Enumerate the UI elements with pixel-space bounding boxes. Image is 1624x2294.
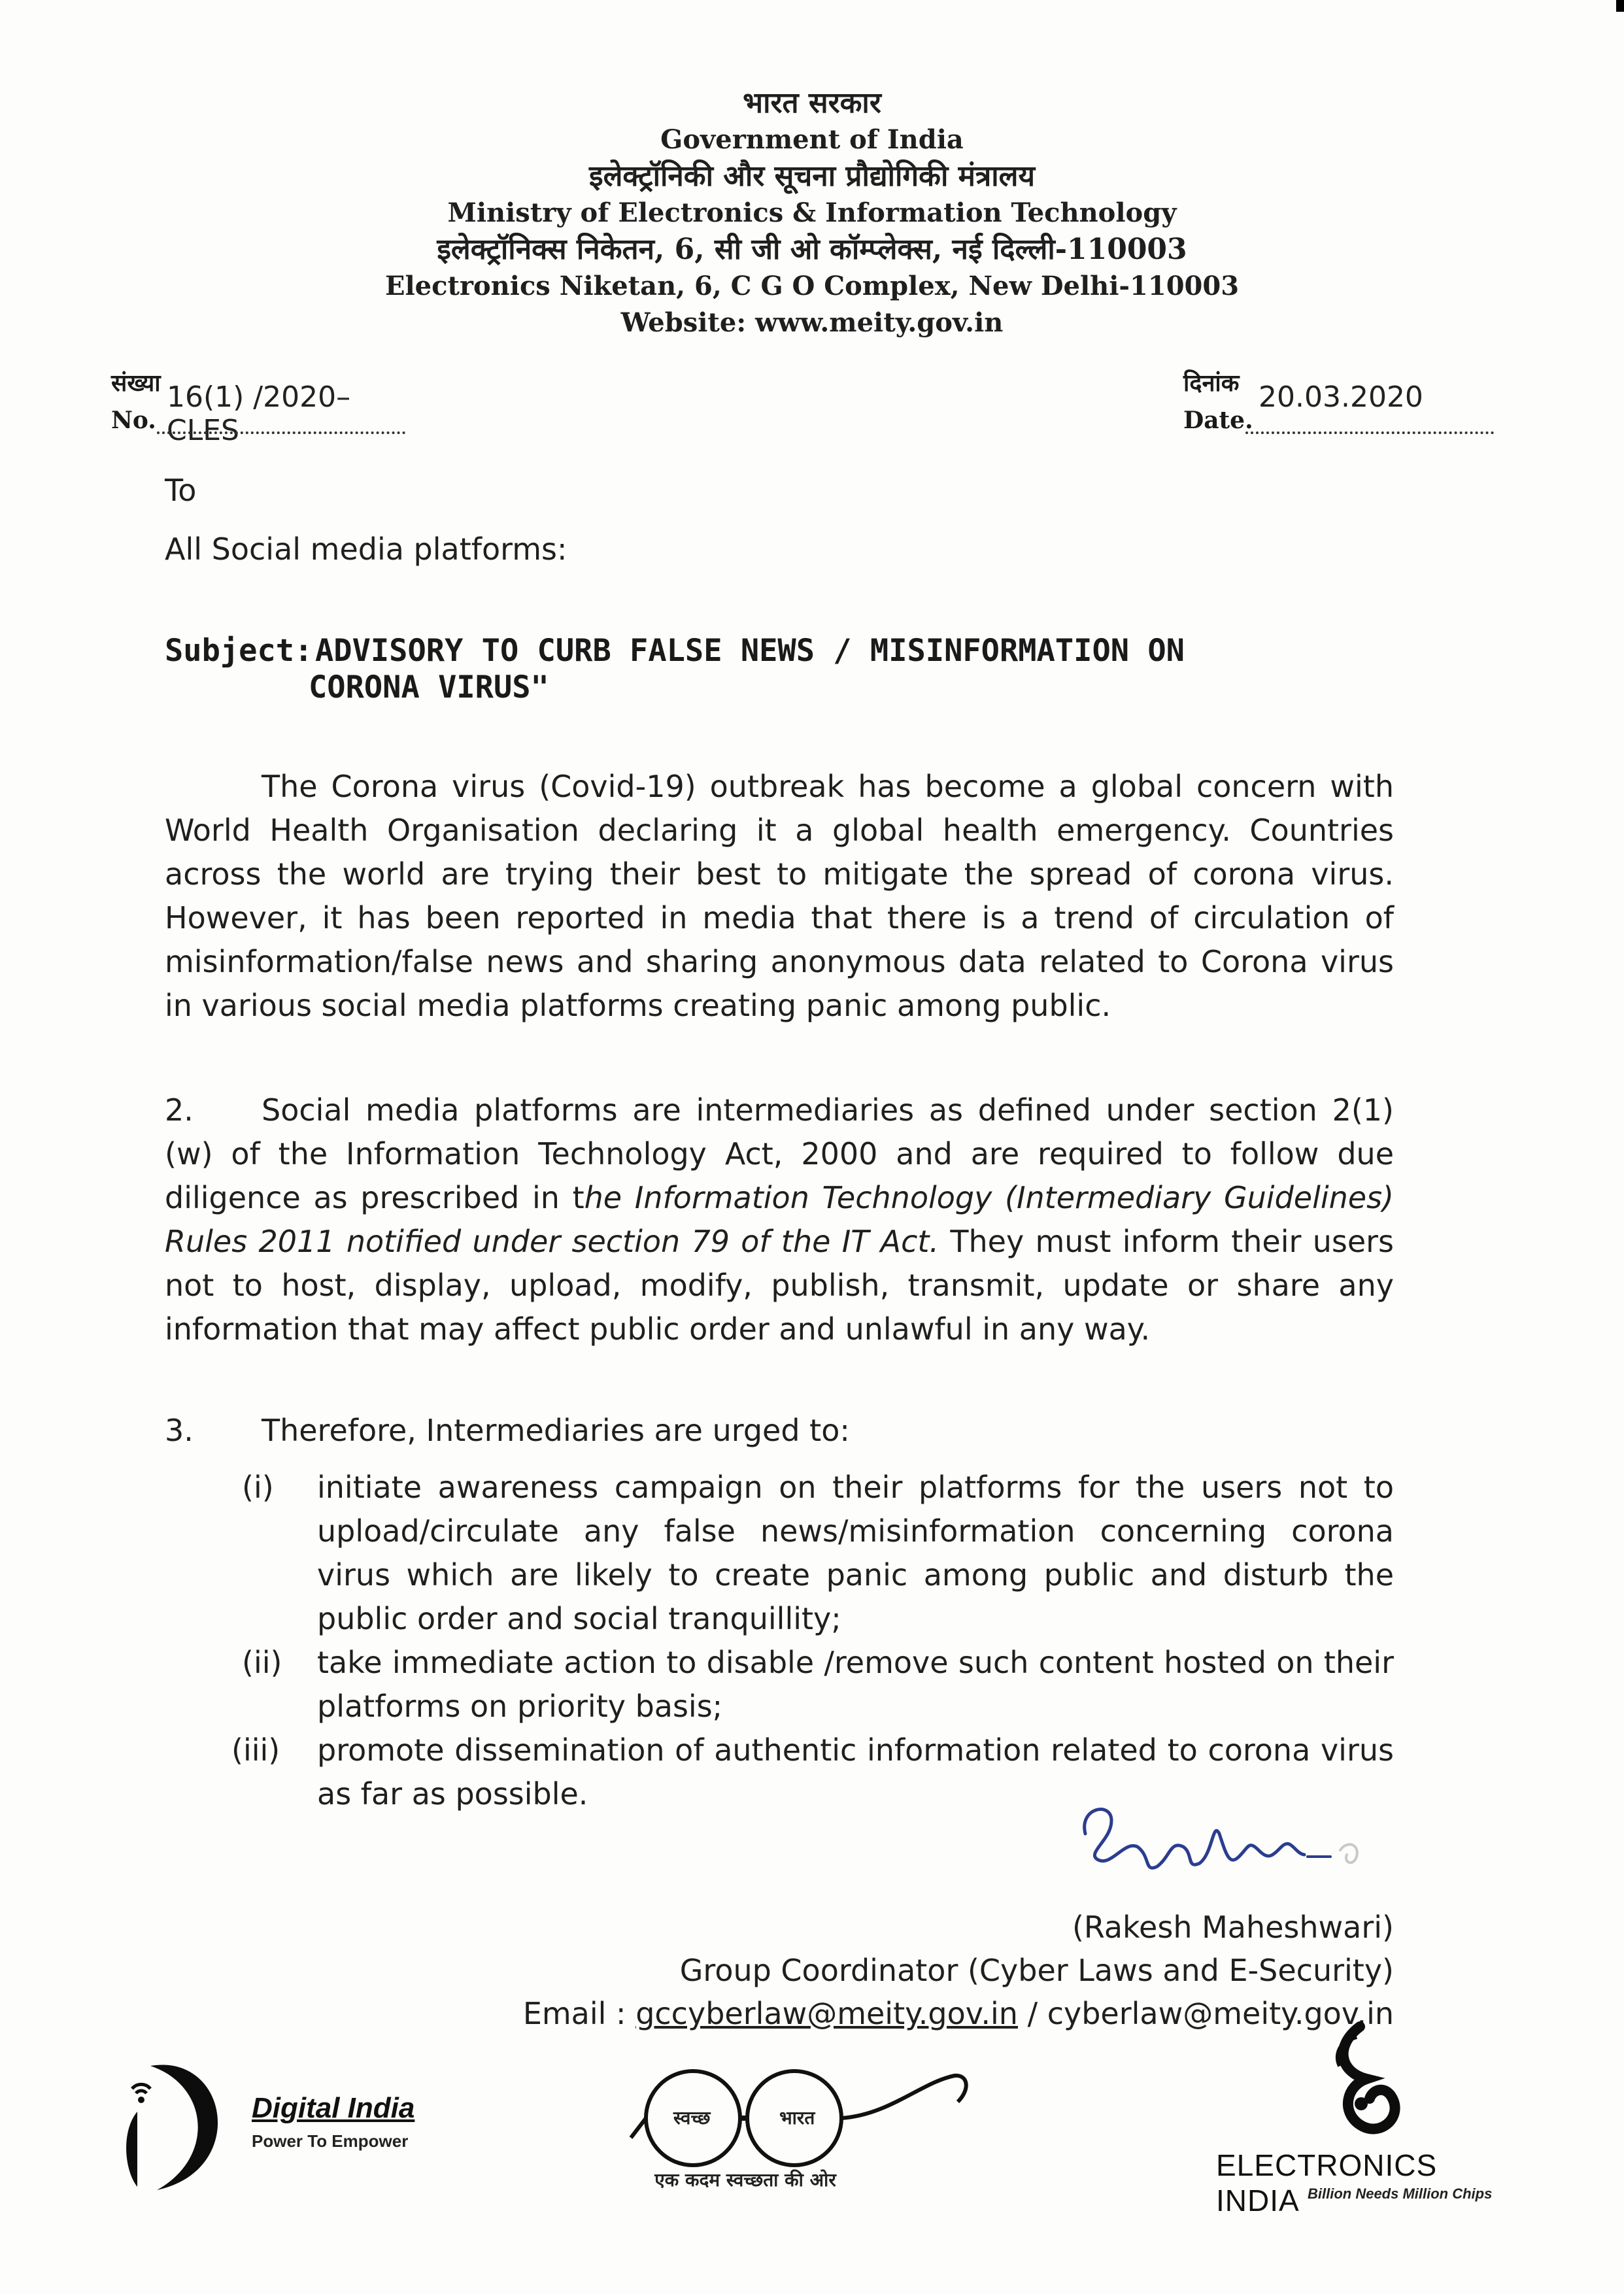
handwritten-signature [1072, 1795, 1386, 1893]
letterhead-hindi-address: इलेक्ट्रॉनिक्स निकेतन, 6, सी जी ओ कॉम्प्लेक्स, नई दिल्ली-110003 [437, 233, 1187, 266]
paragraph-2 [165, 1088, 1394, 1351]
reference-number [111, 366, 412, 447]
reference-no-label: No. [111, 407, 156, 434]
reference-no-value: 16(1) /2020–CLES [167, 380, 351, 447]
email-label: Email : [522, 1996, 636, 2031]
reference-date-label-hindi: दिनांक [1183, 369, 1240, 397]
scan-corner-mark [1616, 0, 1624, 12]
paragraph-3-number: 3. [165, 1413, 194, 1448]
recipient-to: To [165, 473, 197, 508]
letterhead-website: Website: www.meity.gov.in [620, 307, 1004, 338]
subject-label: Subject: [165, 633, 313, 669]
subject-block [165, 633, 1394, 706]
list-item-marker: (i) [242, 1470, 274, 1505]
letterhead-hindi-ministry: इलेक्ट्रॉनिकी और सूचना प्रौद्योगिकी मंत्रालय [588, 160, 1036, 193]
bharat-label: भारत [779, 2107, 815, 2129]
signatory-name: (Rakesh Maheshwari) [1072, 1910, 1394, 1945]
reference-date-label: Date. [1183, 407, 1253, 434]
electronics-india-tagline: Billion Needs Million Chips [1308, 2185, 1493, 2202]
paragraph-2-text-b: They must inform their users not to host, display, upload, modify, publish, transmit, update or share any information that may affect public order and unlawful in any way. [165, 1224, 1394, 1347]
paragraph-3 [165, 1409, 1394, 1453]
recipient-addressee: All Social media platforms: [165, 531, 567, 567]
list-item-marker: (iii) [231, 1732, 280, 1768]
reference-date-value: 20.03.2020 [1259, 380, 1423, 414]
letterhead [0, 85, 1624, 341]
reference-no-label-hindi: संख्या [111, 369, 161, 397]
subject-line-2: CORONA VIRUS" [309, 669, 549, 705]
digital-india-tagline: Power To Empower [252, 2131, 409, 2151]
list-item-text: take immediate action to disable /remove such content hosted on their platforms on priority basis; [317, 1645, 1394, 1724]
swachh-bharat-tagline: एक कदम स्वच्छता की ओर [654, 2169, 836, 2191]
email-link-gccyberlaw[interactable]: gccyberlaw@meity.gov.in [635, 1996, 1018, 2031]
list-item-marker: (ii) [242, 1645, 282, 1680]
swachh-label: स्वच्छ [673, 2107, 711, 2129]
reference-no-dotted-line [157, 431, 405, 434]
paragraph-2-italic-citation: he Information Technology (Intermediary Guidelines) Rules 2011 notified under section 79 of the IT Act. [165, 1180, 1394, 1259]
list-item [222, 1641, 1394, 1729]
subject-line-1: ADVISORY TO CURB FALSE NEWS / MISINFORMATION ON [315, 633, 1185, 669]
action-list [222, 1466, 1394, 1816]
paragraph-2-number: 2. [165, 1092, 194, 1128]
digital-india-name: Digital India [252, 2092, 415, 2124]
electronics-india-logo [1210, 2020, 1523, 2218]
signatory-designation: Group Coordinator (Cyber Laws and E-Security) [679, 1953, 1394, 1988]
paragraph-1: The Corona virus (Covid-19) outbreak has become a global concern with World Health Organisation declaring it a global health emergency. Countries across the world are trying their best to mitigate the spread of corona virus. However, it has been reported in media that there is a trend of circulation of misinformation/false news and sharing anonymous data related to Corona virus in various social media platforms creating panic among public. [165, 769, 1394, 1023]
list-item-text: initiate awareness campaign on their platforms for the users not to upload/circulate any false news/misinformation concerning corona virus which are likely to create panic among public and disturb the public order and social tranquillity; [317, 1470, 1394, 1636]
reference-date-dotted-line [1245, 431, 1494, 434]
signature-block [680, 1906, 1394, 1992]
list-item [222, 1466, 1394, 1641]
letterhead-hindi-govt: भारत सरकार [743, 86, 881, 120]
reference-row [111, 366, 1504, 447]
recipient-block [165, 461, 567, 579]
reference-date [1183, 366, 1497, 438]
paragraph-3-text: Therefore, Intermediaries are urged to: [262, 1413, 850, 1448]
swachh-bharat-logo [628, 2056, 981, 2213]
letterhead-ministry: Ministry of Electronics & Information Technology [447, 197, 1177, 228]
letterhead-address: Electronics Niketan, 6, C G O Complex, New Delhi-110003 [384, 271, 1240, 301]
digital-india-logo [118, 2040, 445, 2203]
email-separator: / [1017, 1996, 1047, 2031]
digital-india-mark-icon [118, 2040, 248, 2197]
paragraph-2-text-a: Social media platforms are intermediaries as defined under section 2(1)(w) of the Information Technology Act, 2000 and are required to follow due diligence as prescribed in t [165, 1092, 1394, 1215]
list-item-text: promote dissemination of authentic information related to corona virus as far as possible. [317, 1732, 1394, 1812]
electronics-india-name: ELECTRONICS INDIA [1216, 2148, 1438, 2218]
letterhead-govt: Government of India [660, 124, 964, 155]
electronics-india-mark-icon [1321, 2020, 1412, 2144]
email-link-cyberlaw[interactable]: cyberlaw@meity.gov.in [1047, 1996, 1394, 2031]
